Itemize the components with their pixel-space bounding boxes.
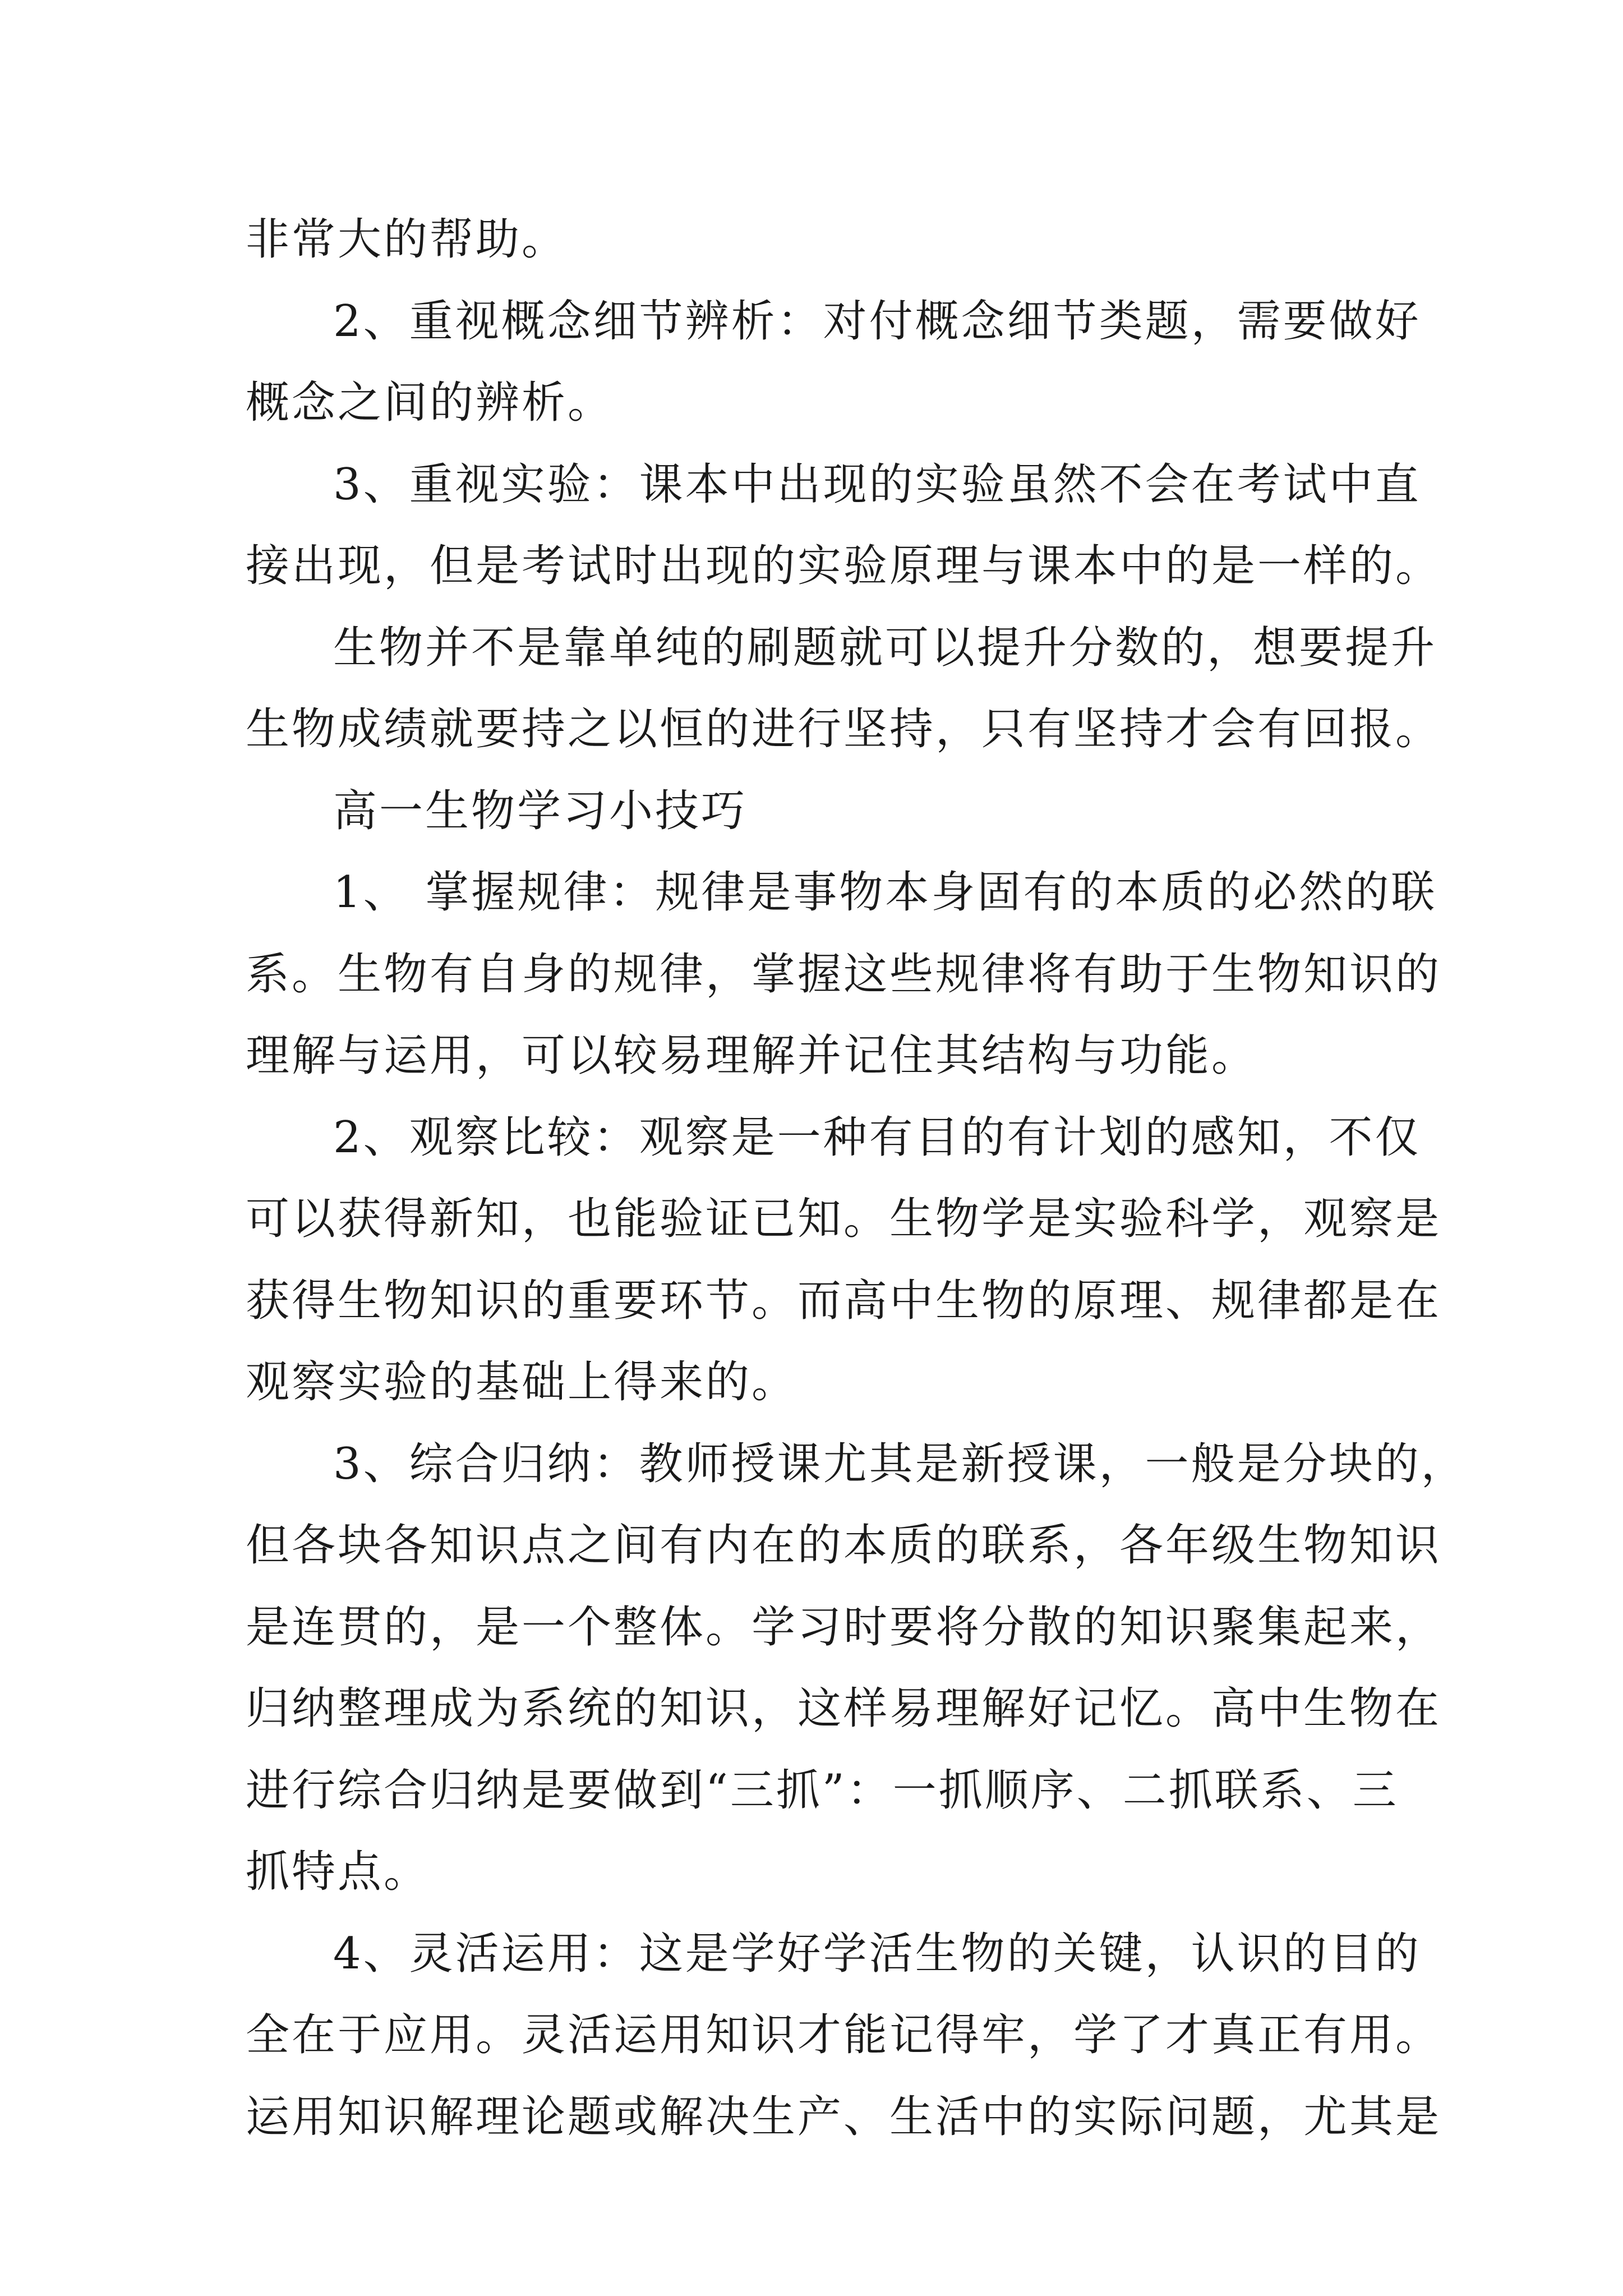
text-line: 运用知识解理论题或解决生产、生活中的实际问题，尤其是 xyxy=(246,2091,1442,2142)
text-line: 抓特点。 xyxy=(246,1847,430,1897)
text-line: 是连贯的，是一个整体。学习时要将分散的知识聚集起来， xyxy=(246,1602,1442,1653)
text-line: 归纳整理成为系统的知识，这样易理解好记忆。高中生物在 xyxy=(246,1683,1442,1734)
text-line: 全在于应用。灵活运用知识才能记得牢，学了才真正有用。 xyxy=(246,2010,1442,2060)
text-line: 但各块各知识点之间有内在的本质的联系，各年级生物知识 xyxy=(246,1520,1442,1571)
text-line: 接出现，但是考试时出现的实验原理与课本中的是一样的。 xyxy=(246,541,1442,591)
text-line: 可以获得新知，也能验证已知。生物学是实验科学，观察是 xyxy=(246,1194,1442,1244)
section-heading: 高一生物学习小技巧 xyxy=(333,785,748,836)
text-line: 获得生物知识的重要环节。而高中生物的原理、规律都是在 xyxy=(246,1275,1442,1326)
text-line: 3、重视实验：课本中出现的实验虽然不会在考试中直 xyxy=(333,459,1421,510)
text-line: 概念之间的辨析。 xyxy=(246,378,614,428)
text-line: 生物成绩就要持之以恒的进行坚持，只有坚持才会有回报。 xyxy=(246,704,1442,754)
text-line: 2、重视概念细节辨析：对付概念细节类题，需要做好 xyxy=(333,296,1421,347)
text-line: 生物并不是靠单纯的刷题就可以提升分数的，想要提升 xyxy=(333,622,1437,673)
text-line: 非常大的帮助。 xyxy=(246,214,568,265)
text-line: 理解与运用，可以较易理解并记住其结构与功能。 xyxy=(246,1030,1258,1081)
text-line: 3、综合归纳：教师授课尤其是新授课，一般是分块的， xyxy=(333,1438,1467,1489)
text-line: 观察实验的基础上得来的。 xyxy=(246,1357,798,1407)
text-line: 1、 掌握规律：规律是事物本身固有的本质的必然的联 xyxy=(333,867,1437,918)
text-line: 2、观察比较：观察是一种有目的有计划的感知，不仅 xyxy=(333,1112,1421,1163)
text-line: 4、灵活运用：这是学好学活生物的关键，认识的目的 xyxy=(333,1928,1421,1979)
text-line: 进行综合归纳是要做到“三抓”：一抓顺序、二抓联系、三 xyxy=(246,1765,1399,1816)
text-line: 系。生物有自身的规律，掌握这些规律将有助于生物知识的 xyxy=(246,949,1442,1000)
document-body xyxy=(246,199,1467,2158)
